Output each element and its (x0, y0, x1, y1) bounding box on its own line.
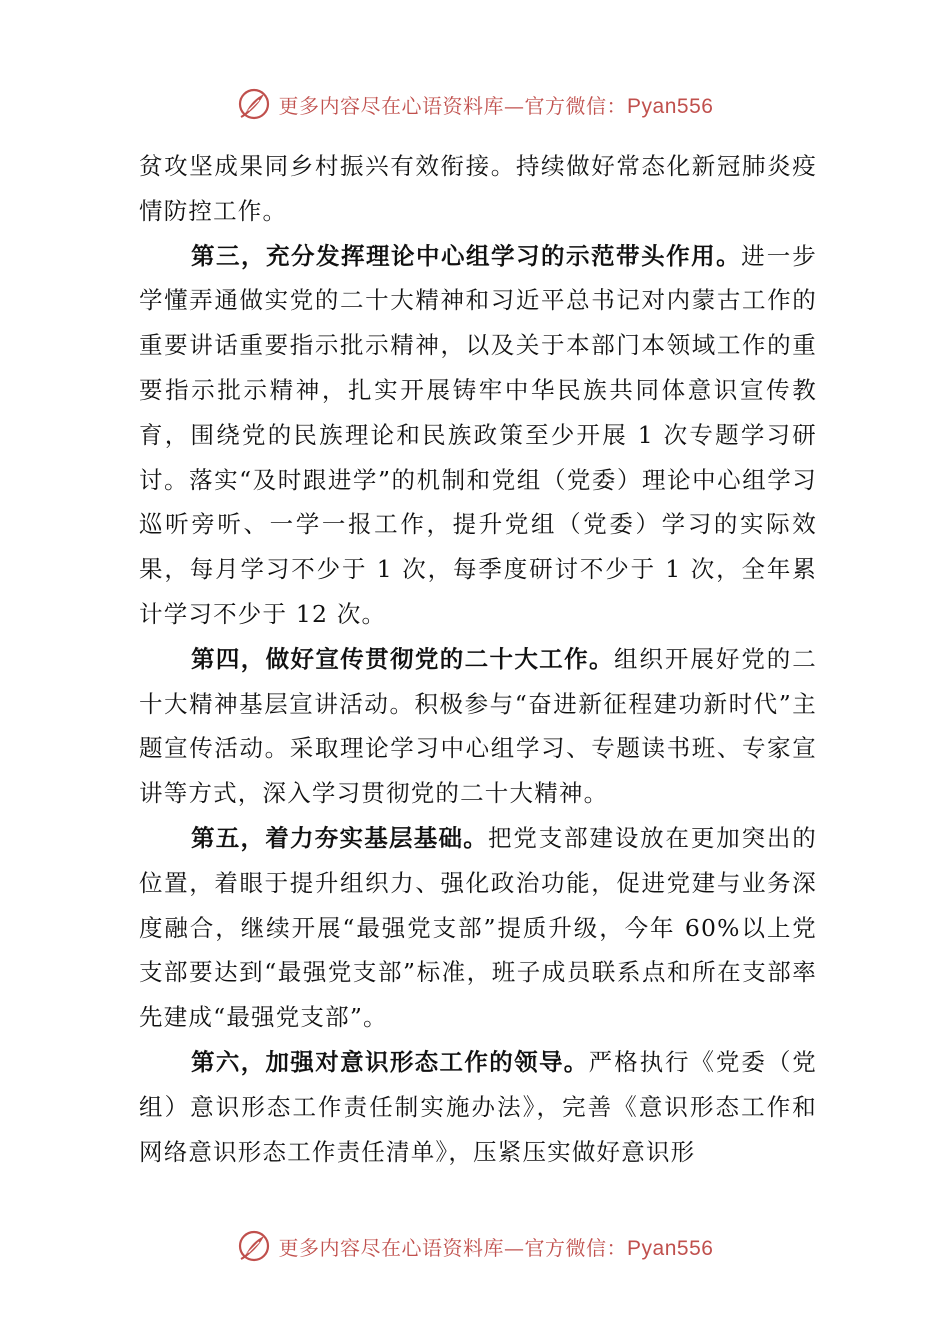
header-watermark (0, 84, 950, 124)
paragraph-body: 严格执行《党委（党组）意识形态工作责任制实施办法》，完善《意识形态工作和网络意识形态工作责任清单》，压紧压实做好意识形 (139, 1047, 817, 1166)
paragraph-body: 进一步学懂弄通做实党的二十大精神和习近平总书记对内蒙古工作的重要讲话重要指示批示精神，以及关于本部门本领域工作的重要指示批示精神，扎实开展铸牢中华民族共同体意识宣传教育，围绕党的民族理论和民族政策至少开展 1 次专题学习研讨。落实“及时跟进学”的机制和党组（党委）理论中心组学习巡听旁听、一学一报工作，提升党组（党委）学习的实际效果，每月学习不少于 1 次，每季度研讨不少于 1 次，全年累计学习不少于 12 次。 (139, 241, 818, 628)
paragraph-fourth (139, 637, 817, 816)
paragraph-heading: 第四，做好宣传贯彻党的二十大工作。 (191, 644, 614, 673)
document-body (139, 144, 817, 1174)
wechat-id: Pyan556 (627, 94, 714, 118)
watermark-text: 更多内容尽在心语资料库—官方微信：Pyan556 (278, 93, 714, 118)
paragraph-body: 把党支部建设放在更加突出的位置，着眼于提升组织力、强化政治功能，促进党建与业务深度融合，继续开展“最强党支部”提质升级，今年 60%以上党支部要达到“最强党支部”标准，班子成员联系点和所在支部率先建成“最强党支部”。 (139, 823, 817, 1032)
pen-nib-logo-icon (237, 87, 271, 121)
paragraph-fifth (139, 816, 817, 1040)
paragraph-body: 组织开展好党的二十大精神基层宣讲活动。积极参与“奋进新征程建功新时代”主题宣传活动。采取理论学习中心组学习、专题读书班、专家宣讲等方式，深入学习贯彻党的二十大精神。 (139, 644, 817, 808)
paragraph-body: 贫攻坚成果同乡村振兴有效衔接。持续做好常态化新冠肺炎疫情防控工作。 (139, 152, 817, 225)
footer-watermark (0, 1226, 950, 1266)
pen-nib-logo-icon (237, 1229, 271, 1263)
paragraph-heading: 第六，加强对意识形态工作的领导。 (191, 1047, 589, 1076)
wechat-id: Pyan556 (627, 1236, 714, 1260)
paragraph-sixth (139, 1040, 817, 1174)
paragraph-third (139, 234, 817, 637)
watermark-text: 更多内容尽在心语资料库—官方微信：Pyan556 (278, 1235, 714, 1260)
paragraph-continuation (139, 144, 817, 234)
paragraph-heading: 第五，着力夯实基层基础。 (191, 823, 489, 852)
paragraph-heading: 第三，充分发挥理论中心组学习的示范带头作用。 (191, 241, 742, 270)
